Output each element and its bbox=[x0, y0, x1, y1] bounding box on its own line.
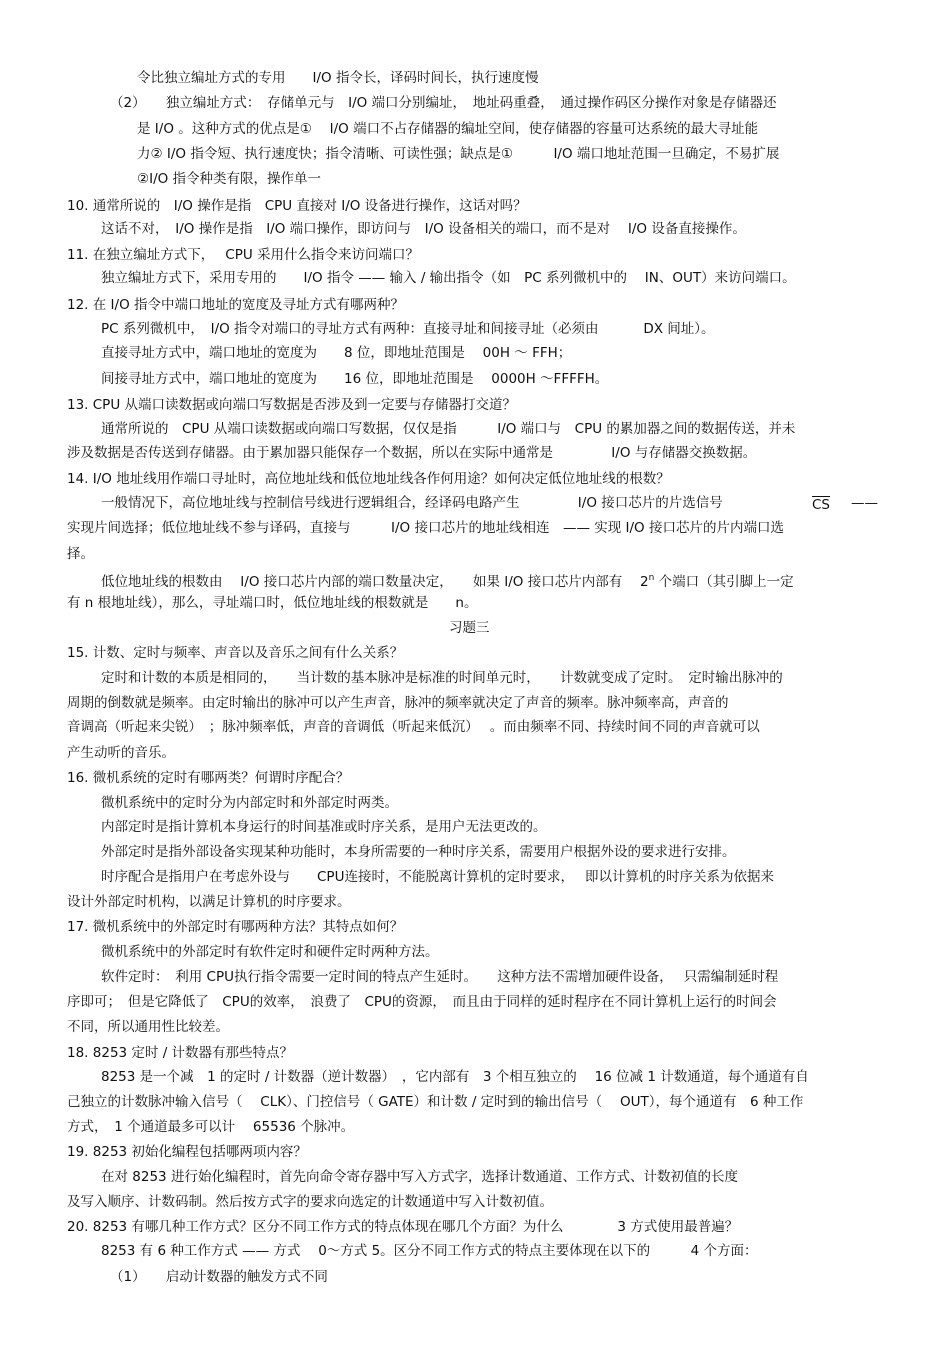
answer-line: 微机系统中的外部定时有软件定时和硬件定时两种方法。 bbox=[101, 944, 439, 960]
answer-line: 周期的倒数就是频率。由定时输出的脉冲可以产生声音，脉冲的频率就决定了声音的频率。脉冲频率高，声音的 bbox=[67, 695, 729, 711]
answer-line: 序即可； 但是它降低了 CPU的效率， 浪费了 CPU的资源， 而且由于同样的延时程序在不同计算机上运行的时间会 bbox=[67, 994, 777, 1010]
answer-line: 独立编址方式下，采用专用的 I/O 指令 —— 输入 / 输出指令（如 PC 系列微机中的 IN、OUT）来访问端口。 bbox=[101, 270, 796, 286]
text-line: （2） 独立编址方式： 存储单元与 I/O 端口分别编址， 地址码重叠， 通过操作码区分操作对象是存储器还 bbox=[110, 95, 777, 111]
answer-line: 实现片间选择；低位地址线不参与译码，直接与 I/O 接口芯片的地址线相连 —— 实现 I/O 接口芯片的片内端口选 bbox=[67, 520, 784, 536]
answer-line: 定时和计数的本质是相同的， 当计数的基本脉冲是标准的时间单元时， 计数就变成了定时。 定时输出脉冲的 bbox=[101, 670, 783, 686]
answer-line: 设计外部定时机构，以满足计算机的时序要求。 bbox=[67, 894, 351, 910]
answer-line: 间接寻址方式中，端口地址的宽度为 16 位，即地址范围是 0000H ～FFFFH。 bbox=[101, 371, 609, 387]
answer-line: 不同，所以通用性比较差。 bbox=[67, 1019, 229, 1035]
text-line: 是 I/O 。这种方式的优点是① I/O 端口不占存储器的编址空间，使存储器的容量可达系统的最大寻址能 bbox=[137, 121, 759, 137]
answer-line: 微机系统中的定时分为内部定时和外部定时两类。 bbox=[101, 795, 398, 811]
question-12: 12. 在 I/O 指令中端口地址的宽度及寻址方式有哪两种？ bbox=[67, 297, 404, 313]
answer-line: 有 n 根地址线），那么，寻址端口时，低位地址线的根数就是 n。 bbox=[67, 595, 478, 611]
answer-line: 己独立的计数脉冲输入信号（ CLK）、门控信号（ GATE）和计数 / 定时到的输出信号（ OUT），每个通道有 6 种工作 bbox=[67, 1094, 804, 1110]
answer-line: 音调高（听起来尖锐） ；脉冲频率低，声音的音调低（听起来低沉） 。而由频率不同、持续时间不同的声音就可以 bbox=[67, 719, 760, 735]
question-16: 16. 微机系统的定时有哪两类？何谓时序配合？ bbox=[67, 770, 350, 786]
answer-line: 这话不对， I/O 操作是指 I/O 端口操作，即访问与 I/O 设备相关的端口，而不是对 I/O 设备直接操作。 bbox=[101, 221, 746, 237]
answer-line: 方式， 1 个通道最多可以计 65536 个脉冲。 bbox=[67, 1119, 355, 1135]
dash-text: —— bbox=[851, 495, 878, 511]
answer-line: 涉及数据是否传送到存储器。由于累加器只能保存一个数据，所以在实际中通常是 I/O 与存储器交换数据。 bbox=[67, 445, 757, 461]
answer-line: PC 系列微机中， I/O 指令对端口的寻址方式有两种：直接寻址和间接寻址（必须由 DX 间址）。 bbox=[101, 321, 715, 337]
question-14: 14. I/O 地址线用作端口寻址时，高位地址线和低位地址线各作何用途？如何决定低位地址线的根数？ bbox=[67, 471, 670, 487]
answer-line: 通常所说的 CPU 从端口读数据或向端口写数据，仅仅是指 I/O 端口与 CPU 的累加器之间的数据传送，并未 bbox=[101, 421, 796, 437]
answer-line: 外部定时是指外部设备实现某种功能时，本身所需要的一种时序关系，需要用户根据外设的要求进行安排。 bbox=[101, 844, 736, 860]
question-17: 17. 微机系统中的外部定时有哪两种方法？其特点如何？ bbox=[67, 919, 404, 935]
question-20: 20. 8253 有哪几种工作方式？区分不同工作方式的特点体现在哪几个方面？为什么 3 方式使用最普遍？ bbox=[67, 1219, 739, 1235]
section-heading: 习题三 bbox=[449, 620, 490, 636]
text-line: 力② I/O 指令短、执行速度快；指令清晰、可读性强；缺点是① I/O 端口地址范围一旦确定，不易扩展 bbox=[137, 146, 780, 162]
answer-line: 及写入顺序、计数码制。然后按方式字的要求向选定的计数通道中写入计数初值。 bbox=[67, 1194, 553, 1210]
question-19: 19. 8253 初始化编程包括哪两项内容？ bbox=[67, 1144, 307, 1160]
list-item: （1） 启动计数器的触发方式不同 bbox=[110, 1269, 328, 1285]
answer-line: 8253 是一个减 1 的定时 / 计数器（逆计数器） ，它内部有 3 个相互独立的 16 位减 1 计数通道，每个通道有自 bbox=[101, 1069, 809, 1085]
text-line: ②I/O 指令种类有限，操作单一 bbox=[137, 171, 322, 187]
superscript-n: n bbox=[648, 573, 655, 583]
chip-select-signal: $\overline{CS}$ bbox=[812, 497, 830, 513]
answer-line: 产生动听的音乐。 bbox=[67, 745, 175, 761]
answer-line: 在对 8253 进行始化编程时，首先向命令寄存器中写入方式字，选择计数通道、工作方式、计数初值的长度 bbox=[101, 1169, 738, 1185]
answer-line: 时序配合是指用户在考虑外设与 CPU连接时，不能脱离计算机的定时要求， 即以计算机的时序关系为依据来 bbox=[101, 869, 774, 885]
question-11: 11. 在独立编址方式下， CPU 采用什么指令来访问端口？ bbox=[67, 247, 420, 263]
question-13: 13. CPU 从端口读数据或向端口写数据是否涉及到一定要与存储器打交道？ bbox=[67, 397, 516, 413]
answer-line: 直接寻址方式中，端口地址的宽度为 8 位，即地址范围是 00H ～ FFH； bbox=[101, 345, 572, 361]
answer-line: 一般情况下，高位地址线与控制信号线进行逻辑组合，经译码电路产生 I/O 接口芯片的片选信号 bbox=[101, 495, 723, 511]
answer-line: 低位地址线的根数由 I/O 接口芯片内部的端口数量决定， 如果 I/O 接口芯片内部有 2$^n$ 个端口（其引脚上一定 bbox=[101, 573, 794, 590]
question-15: 15. 计数、定时与频率、声音以及音乐之间有什么关系？ bbox=[67, 645, 404, 661]
answer-line: 软件定时： 利用 CPU执行指令需要一定时间的特点产生延时。 这种方法不需增加硬件设备， 只需编制延时程 bbox=[101, 969, 779, 985]
answer-line: 8253 有 6 种工作方式 —— 方式 0～方式 5。区分不同工作方式的特点主要体现在以下的 4 个方面： bbox=[101, 1243, 758, 1259]
question-18: 18. 8253 定时 / 计数器有那些特点？ bbox=[67, 1045, 294, 1061]
question-10: 10. 通常所说的 I/O 操作是指 CPU 直接对 I/O 设备进行操作，这话对吗？ bbox=[67, 198, 527, 214]
text-line: 令比独立编址方式的专用 I/O 指令长，译码时间长，执行速度慢 bbox=[137, 70, 539, 86]
answer-line: 择。 bbox=[67, 546, 94, 562]
answer-line: 内部定时是指计算机本身运行的时间基准或时序关系，是用户无法更改的。 bbox=[101, 819, 547, 835]
